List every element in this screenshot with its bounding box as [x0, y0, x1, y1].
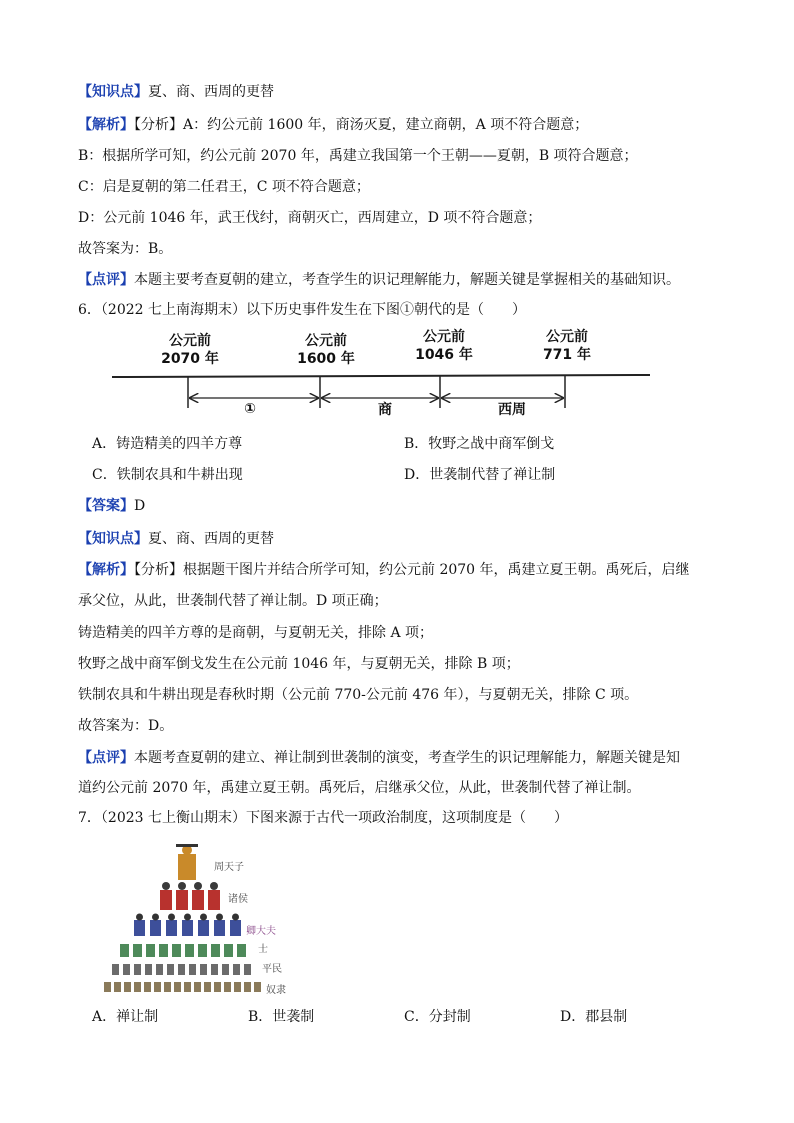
q7-option-a: A．禅让制: [92, 1009, 159, 1025]
q5-review-line: [78, 270, 680, 290]
q6-answer: D: [134, 498, 146, 514]
q5-line-d: D：公元前 1046 年，武王伐纣，商朝灭亡，西周建立，D 项不符合题意；: [78, 210, 542, 226]
timeline-segment-2: 商: [378, 402, 392, 418]
q6-option-a: A．铸造精美的四羊方尊: [92, 436, 243, 452]
timeline-point-1: 公元前 2070 年: [161, 333, 219, 367]
q6-stem: 6．（2022 七上南海期末）以下历史事件发生在下图①朝代的是（ ）: [78, 302, 526, 318]
q6-analysis-2: 承父位，从此，世袭制代替了禅让制。D 项正确；: [78, 593, 388, 609]
q5-conclusion: 故答案为：B。: [78, 241, 173, 257]
pyramid-label-nobles: 诸侯: [228, 894, 248, 905]
pyramid-label-king: 周天子: [214, 862, 244, 873]
q5-line-b: B：根据所学可知，约公元前 2070 年，禹建立我国第一个王朝——夏朝，B 项符合题意；: [78, 148, 638, 164]
q5-analysis-line: [78, 115, 588, 135]
q6-line-b: 牧野之战中商军倒戈发生在公元前 1046 年，与夏朝无关，排除 B 项；: [78, 656, 520, 672]
q6-option-c: C．铁制农具和牛耕出现: [92, 467, 243, 483]
fenxi-tag: 【分析】: [134, 117, 183, 133]
pyramid-label-ministers: 卿大夫: [246, 926, 276, 937]
q6-review-2: 道约公元前 2070 年，禹建立夏王朝。禹死后，启继承父位，从此，世袭制代替了禅让制。: [78, 780, 641, 796]
q6-line-c: 铁制农具和牛耕出现是春秋时期（公元前 770-公元前 476 年），与夏朝无关，排除 C 项。: [78, 687, 639, 703]
q6-review-line: [78, 748, 680, 768]
knowledge-tag: 【知识点】: [78, 531, 148, 547]
q6-review-1: 本题考查夏朝的建立、禅让制到世袭制的演变，考查学生的识记理解能力，解题关键是知: [134, 750, 680, 766]
timeline-point-4: 公元前 771 年: [542, 329, 592, 363]
q6-answer-line: [78, 496, 145, 516]
q6-analysis-1: 根据题干图片并结合所学可知，约公元前 2070 年，禹建立夏王朝。禹死后，启继: [183, 562, 690, 578]
q7-stem: 7．（2023 七上衡山期末）下图来源于古代一项政治制度，这项制度是（ ）: [78, 810, 568, 826]
q6-analysis-line: [78, 560, 690, 580]
pyramid-label-scholars: 士: [258, 944, 268, 955]
q5-review-text: 本题主要考查夏朝的建立，考查学生的识记理解能力，解题关键是掌握相关的基础知识。: [134, 272, 680, 288]
knowledge-tag: 【知识点】: [78, 84, 148, 100]
pyramid-figures: [98, 840, 298, 1000]
timeline-segment-3: 西周: [498, 402, 526, 418]
q6-conclusion: 故答案为：D。: [78, 718, 174, 734]
q6-option-d: D．世袭制代替了禅让制: [404, 467, 556, 483]
review-tag: 【点评】: [78, 750, 134, 766]
pyramid-label-slaves: 奴隶: [266, 985, 286, 996]
analysis-tag: 【解析】: [78, 117, 134, 133]
pyramid-label-commoners: 平民: [262, 964, 282, 975]
q6-knowledge-line: [78, 529, 274, 549]
analysis-tag: 【解析】: [78, 562, 134, 578]
review-tag: 【点评】: [78, 272, 134, 288]
answer-tag: 【答案】: [78, 498, 134, 514]
q5-knowledge-text: 夏、商、西周的更替: [148, 84, 274, 100]
q7-option-b: B．世袭制: [248, 1009, 315, 1025]
fenxi-tag: 【分析】: [134, 562, 183, 578]
q6-line-a: 铸造精美的四羊方尊的是商朝，与夏朝无关，排除 A 项；: [78, 625, 434, 641]
q5-line-c: C：启是夏朝的第二任君王，C 项不符合题意；: [78, 179, 370, 195]
timeline-point-2: 公元前 1600 年: [297, 333, 355, 367]
timeline-point-3: 公元前 1046 年: [415, 329, 473, 363]
q6-option-b: B．牧野之战中商军倒戈: [404, 436, 555, 452]
timeline-segment-1: ①: [244, 401, 256, 417]
feudal-pyramid-image: [98, 840, 298, 1000]
q5-analysis-a: A：约公元前 1600 年，商汤灭夏，建立商朝，A 项不符合题意；: [183, 117, 589, 133]
q5-knowledge-line: [78, 82, 274, 102]
q7-option-c: C．分封制: [404, 1009, 471, 1025]
q6-knowledge-text: 夏、商、西周的更替: [148, 531, 274, 547]
q7-option-d: D．郡县制: [560, 1009, 628, 1025]
